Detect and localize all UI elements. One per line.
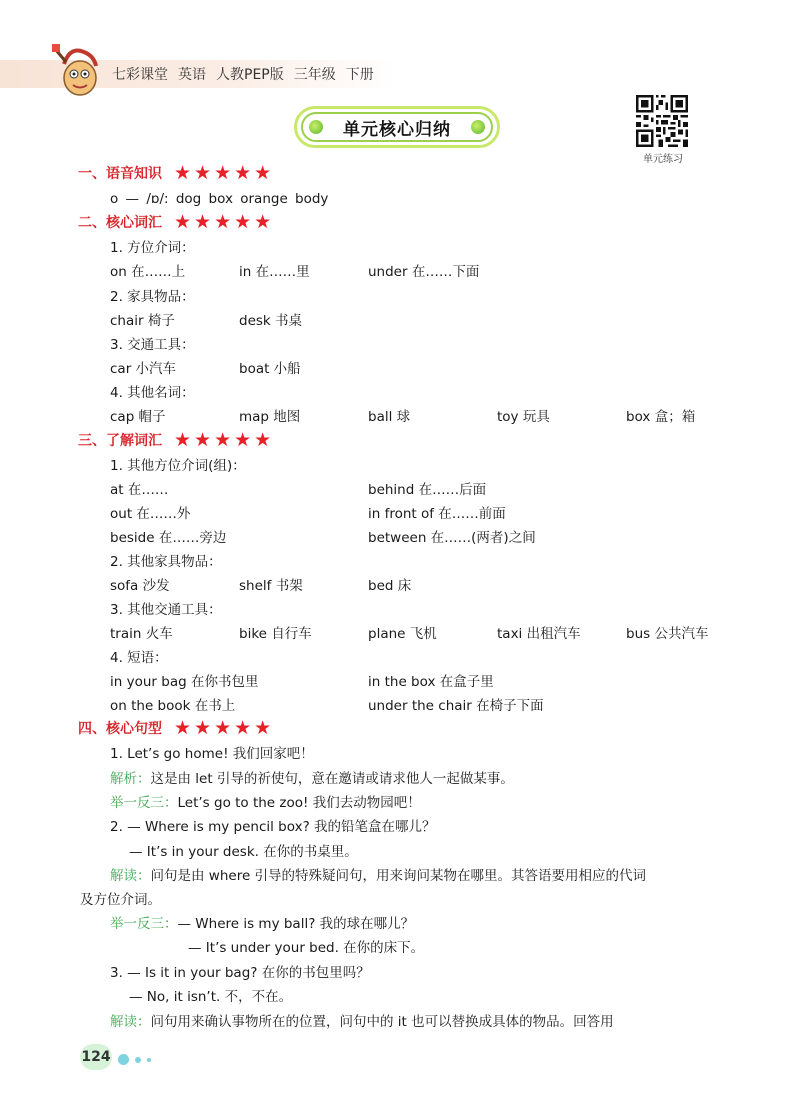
- page-dot-icon: [147, 1058, 151, 1062]
- header-grade: 三年级: [293, 67, 336, 83]
- vocab-item: bus 公共汽车: [626, 626, 709, 642]
- title-dot-right-icon: [471, 120, 485, 134]
- analysis-text: 问句用来确认事物所在的位置，问句中的 it 也可以替换成具体的物品。回答用: [150, 1014, 614, 1030]
- vocab-item: bike 自行车: [239, 626, 312, 642]
- page-title: 单元核心归纳: [343, 119, 451, 140]
- analysis-2-line-1: [110, 867, 646, 885]
- rating-stars-icon: ★★★★★: [174, 429, 275, 451]
- group-label: 1. 其他方位介词(组)：: [110, 458, 246, 474]
- vocab-item: behind 在……后面: [368, 482, 487, 498]
- section-1-title: 一、语音知识: [78, 166, 162, 182]
- example-label: 举一反三：: [110, 916, 178, 932]
- analysis-label: 解析：: [110, 771, 151, 787]
- vocab-item: cap 帽子: [110, 409, 166, 425]
- vocab-item: plane 飞机: [368, 626, 437, 642]
- group-label: 3. 交通工具：: [110, 337, 195, 353]
- vocab-item: map 地图: [239, 409, 301, 425]
- group-label: 1. 方位介词：: [110, 240, 195, 256]
- sentence-1: 1. Let’s go home! 我们回家吧！: [110, 746, 314, 762]
- group-label: 4. 其他名词：: [110, 385, 195, 401]
- vocab-item: chair 椅子: [110, 313, 175, 329]
- example-1: [110, 794, 421, 812]
- vocab-item: taxi 出租汽车: [497, 626, 581, 642]
- header-text: [112, 64, 384, 84]
- group-label: 2. 家具物品：: [110, 289, 195, 305]
- vocab-item: between 在……(两者)之间: [368, 530, 536, 546]
- example-text: Let’s go to the zoo! 我们去动物园吧！: [177, 795, 421, 811]
- analysis-2-line-2: 及方位介词。: [80, 892, 161, 908]
- qr-caption: 单元练习: [643, 154, 683, 165]
- section-3-heading: [78, 430, 274, 451]
- analysis-label: 解读：: [110, 868, 151, 884]
- rating-stars-icon: ★★★★★: [174, 162, 275, 184]
- example-2-answer: — It’s under your bed. 在你的床下。: [188, 940, 425, 956]
- header-volume: 下册: [345, 67, 374, 83]
- title-dot-left-icon: [309, 120, 323, 134]
- analysis-label: 解读：: [110, 1014, 151, 1030]
- vocab-item: desk 书桌: [239, 313, 303, 329]
- page-number: 124: [80, 1044, 112, 1070]
- header-edition: 人教PEP版: [216, 67, 284, 83]
- vocab-item: beside 在……旁边: [110, 530, 227, 546]
- analysis-text: 这是由 let 引导的祈使句，意在邀请或请求他人一起做某事。: [150, 771, 514, 787]
- sentence-2-answer: — It’s in your desk. 在你的书桌里。: [129, 844, 358, 860]
- mascot-icon: [50, 38, 106, 98]
- qr-code-icon[interactable]: [636, 95, 688, 147]
- group-label: 4. 短语：: [110, 650, 168, 666]
- vocab-item: toy 玩具: [497, 409, 550, 425]
- title-banner: [294, 106, 500, 148]
- vocab-item: bed 床: [368, 578, 412, 594]
- vocab-item: train 火车: [110, 626, 173, 642]
- example-2-question: [110, 915, 414, 933]
- vocab-item: on 在……上: [110, 264, 186, 280]
- vocab-item: ball 球: [368, 409, 411, 425]
- phrase-item: under the chair 在椅子下面: [368, 698, 544, 714]
- header-series: 七彩课堂: [112, 67, 168, 83]
- header-subject: 英语: [178, 67, 206, 83]
- section-3-title: 三、了解词汇: [78, 433, 162, 449]
- group-label: 3. 其他交通工具：: [110, 602, 222, 618]
- rating-stars-icon: ★★★★★: [174, 717, 275, 739]
- phrase-item: in your bag 在你书包里: [110, 674, 259, 690]
- vocab-item: sofa 沙发: [110, 578, 170, 594]
- analysis-1: [110, 770, 514, 788]
- vocab-item: in front of 在……前面: [368, 506, 506, 522]
- phonics-line: o — /ɒ/: dog box orange body: [110, 191, 329, 207]
- vocab-item: box 盒；箱: [626, 409, 696, 425]
- vocab-item: shelf 书架: [239, 578, 303, 594]
- phrase-item: in the box 在盒子里: [368, 674, 494, 690]
- vocab-item: under 在……下面: [368, 264, 480, 280]
- phrase-item: on the book 在书上: [110, 698, 236, 714]
- section-2-heading: [78, 212, 274, 233]
- page-dot-icon: [118, 1054, 129, 1065]
- rating-stars-icon: ★★★★★: [174, 211, 275, 233]
- sentence-2-question: 2. — Where is my pencil box? 我的铅笔盒在哪儿？: [110, 819, 436, 835]
- group-label: 2. 其他家具物品：: [110, 554, 222, 570]
- page-dot-icon: [135, 1057, 141, 1063]
- sentence-3-question: 3. — Is it in your bag? 在你的书包里吗？: [110, 965, 370, 981]
- section-4-heading: [78, 718, 274, 739]
- sentence-3-answer: — No, it isn’t. 不，不在。: [129, 989, 293, 1005]
- example-label: 举一反三：: [110, 795, 178, 811]
- section-1-heading: [78, 163, 274, 184]
- vocab-item: car 小汽车: [110, 361, 177, 377]
- vocab-item: in 在……里: [239, 264, 310, 280]
- example-text: — Where is my ball? 我的球在哪儿？: [177, 916, 415, 932]
- section-4-title: 四、核心句型: [78, 721, 162, 737]
- vocab-item: out 在……外: [110, 506, 191, 522]
- analysis-3: [110, 1013, 614, 1031]
- section-2-title: 二、核心词汇: [78, 215, 162, 231]
- vocab-item: at 在……: [110, 482, 169, 498]
- vocab-item: boat 小船: [239, 361, 301, 377]
- analysis-text: 问句是由 where 引导的特殊疑问句，用来询问某物在哪里。其答语要用相应的代词: [150, 868, 647, 884]
